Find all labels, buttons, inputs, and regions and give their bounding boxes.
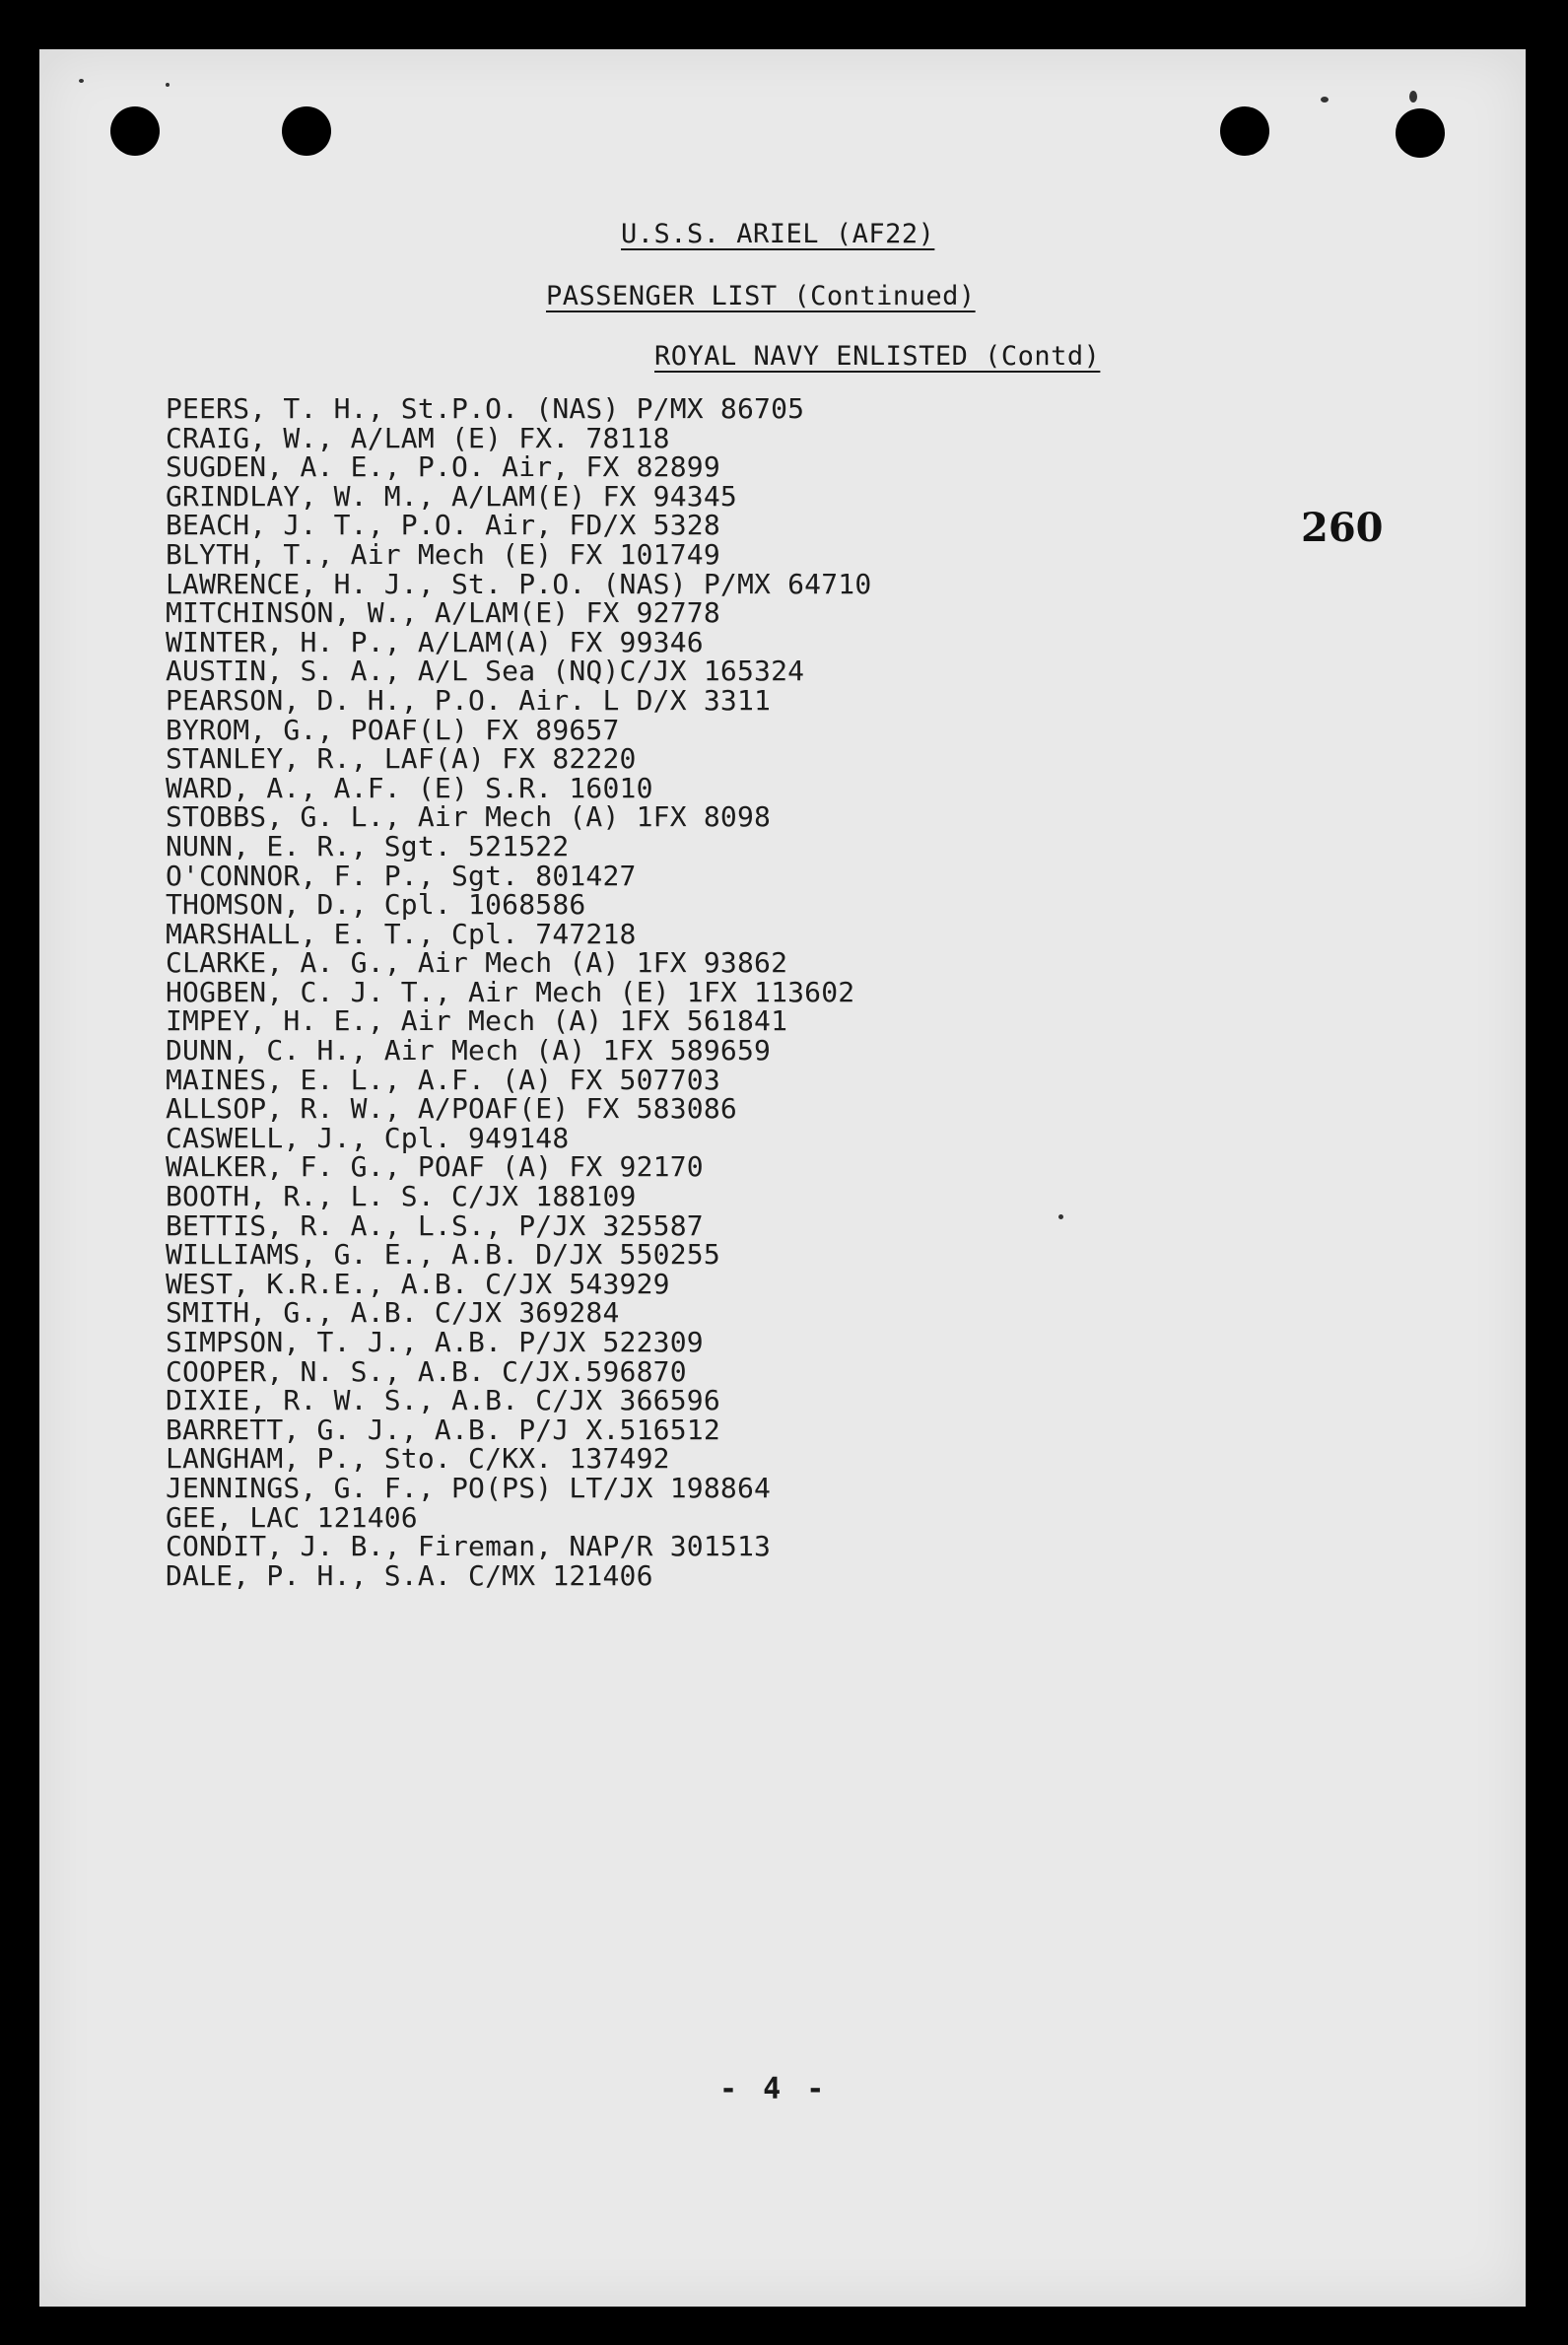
passenger-roster: [166, 394, 871, 1590]
passenger-entry: PEERS, T. H., St.P.O. (NAS) P/MX 86705: [166, 392, 805, 425]
passenger-entry: CASWELL, J., Cpl. 949148: [166, 1121, 570, 1154]
passenger-entry: BYROM, G., POAF(L) FX 89657: [166, 713, 620, 746]
passenger-entry: STANLEY, R., LAF(A) FX 82220: [166, 742, 637, 776]
passenger-entry: CRAIG, W., A/LAM (E) FX. 78118: [166, 421, 670, 454]
punch-hole-top-left-2: [282, 106, 331, 156]
passenger-entry: HOGBEN, C. J. T., Air Mech (E) 1FX 113602: [166, 975, 855, 1008]
passenger-entry: BLYTH, T., Air Mech (E) FX 101749: [166, 537, 720, 571]
passenger-entry: WALKER, F. G., POAF (A) FX 92170: [166, 1150, 704, 1184]
punch-hole-top-right-2: [1396, 108, 1445, 158]
passenger-entry: IMPEY, H. E., Air Mech (A) 1FX 561841: [166, 1004, 788, 1038]
passenger-list-title: PASSENGER LIST (Continued): [546, 281, 976, 311]
passenger-entry: CLARKE, A. G., Air Mech (A) 1FX 93862: [166, 946, 788, 980]
passenger-entry: WILLIAMS, G. E., A.B. D/JX 550255: [166, 1238, 720, 1272]
passenger-entry: DIXIE, R. W. S., A.B. C/JX 366596: [166, 1384, 720, 1417]
passenger-entry: PEARSON, D. H., P.O. Air. L D/X 3311: [166, 683, 772, 717]
passenger-entry: LAWRENCE, H. J., St. P.O. (NAS) P/MX 64710: [166, 567, 872, 600]
passenger-entry: LANGHAM, P., Sto. C/KX. 137492: [166, 1442, 670, 1476]
punch-hole-top-right-1: [1220, 106, 1269, 156]
passenger-entry: AUSTIN, S. A., A/L Sea (NQ)C/JX 165324: [166, 655, 805, 688]
passenger-entry: BOOTH, R., L. S. C/JX 188109: [166, 1180, 637, 1213]
ship-title: U.S.S. ARIEL (AF22): [621, 219, 935, 249]
passenger-entry: SIMPSON, T. J., A.B. P/JX 522309: [166, 1326, 704, 1358]
passenger-entry: DALE, P. H., S.A. C/MX 121406: [166, 1558, 653, 1592]
passenger-entry: MAINES, E. L., A.F. (A) FX 507703: [166, 1063, 720, 1096]
passenger-entry: WINTER, H. P., A/LAM(A) FX 99346: [166, 625, 704, 658]
section-title: ROYAL NAVY ENLISTED (Contd): [654, 341, 1101, 372]
passenger-entry: SMITH, G., A.B. C/JX 369284: [166, 1296, 620, 1330]
passenger-entry: BARRETT, G. J., A.B. P/J X.516512: [166, 1413, 720, 1446]
passenger-entry: COOPER, N. S., A.B. C/JX.596870: [166, 1354, 687, 1388]
ink-speck: [1409, 91, 1417, 103]
punch-hole-top-left-1: [110, 106, 160, 156]
passenger-entry: NUNN, E. R., Sgt. 521522: [166, 829, 570, 862]
passenger-entry: MARSHALL, E. T., Cpl. 747218: [166, 917, 637, 950]
passenger-entry: ALLSOP, R. W., A/POAF(E) FX 583086: [166, 1092, 737, 1126]
passenger-entry: O'CONNOR, F. P., Sgt. 801427: [166, 859, 637, 892]
ink-speck: [1321, 97, 1329, 103]
passenger-entry: DUNN, C. H., Air Mech (A) 1FX 589659: [166, 1034, 772, 1068]
page-stamp-number: 260: [1301, 505, 1384, 551]
page-number: - 4 -: [719, 2072, 829, 2106]
passenger-entry: SUGDEN, A. E., P.O. Air, FX 82899: [166, 450, 720, 484]
document-page: [39, 49, 1526, 2307]
passenger-entry: MITCHINSON, W., A/LAM(E) FX 92778: [166, 596, 720, 630]
passenger-entry: JENNINGS, G. F., PO(PS) LT/JX 198864: [166, 1471, 772, 1504]
passenger-entry: WARD, A., A.F. (E) S.R. 16010: [166, 771, 653, 804]
passenger-entry: WEST, K.R.E., A.B. C/JX 543929: [166, 1267, 670, 1300]
ink-speck: [79, 79, 84, 83]
ink-speck: [1058, 1214, 1063, 1219]
passenger-entry: THOMSON, D., Cpl. 1068586: [166, 888, 586, 922]
passenger-entry: STOBBS, G. L., Air Mech (A) 1FX 8098: [166, 800, 772, 834]
ink-speck: [166, 83, 170, 87]
passenger-entry: GEE, LAC 121406: [166, 1500, 418, 1534]
passenger-entry: BETTIS, R. A., L.S., P/JX 325587: [166, 1208, 704, 1242]
passenger-entry: GRINDLAY, W. M., A/LAM(E) FX 94345: [166, 479, 737, 513]
passenger-entry: CONDIT, J. B., Fireman, NAP/R 301513: [166, 1530, 772, 1563]
passenger-entry: BEACH, J. T., P.O. Air, FD/X 5328: [166, 509, 720, 542]
